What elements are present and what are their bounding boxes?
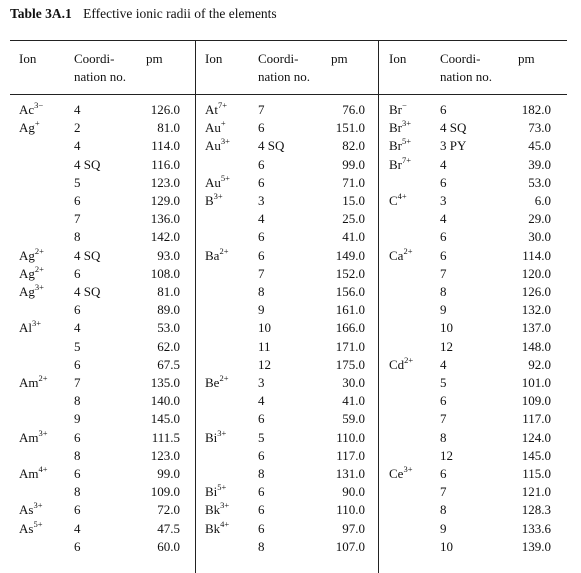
ion-symbol: $C^{4+}$ <box>389 191 407 208</box>
table-title: Effective ionic radii of the elements <box>83 6 277 21</box>
radius-pm: 111.5 <box>151 429 180 445</box>
ion-symbol: $Bk^{4+}$ <box>205 518 230 536</box>
ion-charge: 4+ <box>220 518 230 529</box>
radius-pm: 41.0 <box>342 229 365 245</box>
coordination-number: 9 <box>258 302 265 318</box>
header-coordination: Coordi- nation no. <box>440 51 492 84</box>
ion-symbol: $Ce^{3+}$ <box>389 464 413 481</box>
radius-pm: 135.0 <box>150 375 180 390</box>
header-coordination: Coordi- nation no. <box>74 51 126 84</box>
radius-pm: 67.5 <box>157 356 180 372</box>
radius-pm: 82.0 <box>342 138 365 154</box>
coordination-number: 5 <box>74 174 81 190</box>
coordination-number: 6 <box>258 484 265 500</box>
ion-charge: 3+ <box>32 318 42 329</box>
coordination-number: 4 <box>74 138 81 154</box>
radius-pm: 53.0 <box>157 320 180 336</box>
ion-charge: 3+ <box>403 464 413 474</box>
coordination-number: 4 SQ <box>74 284 101 299</box>
coordination-number: 8 <box>258 538 265 554</box>
coordination-number: 8 <box>74 393 81 409</box>
coordination-number: 7 <box>74 375 81 390</box>
radius-pm: 152.0 <box>335 265 365 281</box>
ion-charge: 3+ <box>220 500 230 511</box>
ion-charge: 5+ <box>402 136 412 147</box>
radius-pm: 139.0 <box>521 538 551 554</box>
radius-pm: 131.0 <box>335 466 365 481</box>
ion-charge: − <box>402 100 407 110</box>
radius-pm: 117.0 <box>522 411 551 427</box>
coordination-number: 5 <box>440 375 447 390</box>
coordination-number: 10 <box>258 320 271 336</box>
coordination-number: 9 <box>74 411 81 427</box>
top-rule <box>10 40 567 41</box>
radius-pm: 132.0 <box>521 302 551 318</box>
ion-charge: 7+ <box>218 100 228 110</box>
coordination-number: 6 <box>258 120 265 136</box>
radius-pm: 156.0 <box>335 284 365 299</box>
ion-charge: 2+ <box>219 245 229 256</box>
coordination-number: 8 <box>258 466 265 481</box>
header-pm: pm <box>331 51 348 66</box>
radius-pm: 89.0 <box>157 302 180 318</box>
coordination-number: 6 <box>440 174 447 190</box>
coordination-number: 4 SQ <box>440 120 467 136</box>
ion-charge: 2+ <box>34 263 44 274</box>
coordination-number: 8 <box>440 284 447 299</box>
coordination-number: 2 <box>74 120 81 136</box>
radius-pm: 81.0 <box>157 284 180 299</box>
ion-symbol: $B^{3+}$ <box>205 191 223 208</box>
coordination-number: 4 <box>440 356 447 372</box>
radius-pm: 30.0 <box>342 375 365 390</box>
coordination-number: 6 <box>74 265 81 281</box>
radius-pm: 129.0 <box>150 193 180 208</box>
ion-charge: 4+ <box>38 464 48 474</box>
coordination-number: 6 <box>440 247 447 263</box>
radius-pm: 121.0 <box>521 484 551 500</box>
coordination-number: 8 <box>440 502 447 518</box>
coordination-number: 6 <box>258 447 265 463</box>
coordination-number: 3 <box>440 193 447 208</box>
radius-pm: 39.0 <box>528 156 551 172</box>
radius-pm: 133.6 <box>521 520 551 536</box>
ion-symbol: $Bi^{3+}$ <box>205 427 227 445</box>
ion-symbol: $Cd^{2+}$ <box>389 354 414 372</box>
radius-pm: 47.5 <box>157 520 180 536</box>
radius-pm: 97.0 <box>342 520 365 536</box>
coordination-number: 7 <box>440 484 447 500</box>
radius-pm: 114.0 <box>151 138 180 154</box>
coordination-number: 6 <box>74 502 81 518</box>
ion-symbol: $Am^{3+}$ <box>19 427 48 445</box>
ion-symbol: $Be^{2+}$ <box>205 373 229 390</box>
header-pm: pm <box>518 51 535 66</box>
radius-pm: 109.0 <box>150 484 180 500</box>
ion-charge: 3+ <box>220 136 230 147</box>
coordination-number: 6 <box>258 174 265 190</box>
ion-charge: 2+ <box>38 373 48 383</box>
coordination-number: 6 <box>258 520 265 536</box>
coordination-number: 4 <box>440 156 447 172</box>
coordination-number: 4 SQ <box>74 247 101 263</box>
coordination-number: 6 <box>440 229 447 245</box>
coordination-number: 6 <box>74 302 81 318</box>
table-number: Table 3A.1 <box>10 6 72 21</box>
ion-charge: 5+ <box>220 172 230 183</box>
radius-pm: 53.0 <box>528 174 551 190</box>
ion-symbol: Ag+ <box>19 118 40 136</box>
coordination-number: 8 <box>74 229 81 245</box>
radius-pm: 145.0 <box>150 411 180 427</box>
radius-pm: 115.0 <box>522 466 551 481</box>
radius-pm: 120.0 <box>521 265 551 281</box>
coordination-number: 6 <box>258 411 265 427</box>
radius-pm: 123.0 <box>150 447 180 463</box>
radius-pm: 126.0 <box>521 284 551 299</box>
radius-pm: 92.0 <box>528 356 551 372</box>
radius-pm: 59.0 <box>342 411 365 427</box>
coordination-number: 6 <box>258 502 265 518</box>
radius-pm: 99.0 <box>157 466 180 481</box>
coordination-number: 4 <box>74 102 81 117</box>
ion-symbol: $Ba^{2+}$ <box>205 245 229 263</box>
coordination-number: 7 <box>440 411 447 427</box>
ion-charge: 3+ <box>217 427 227 438</box>
ion-charge: 5+ <box>33 518 43 529</box>
radius-pm: 90.0 <box>342 484 365 500</box>
ion-charge: 4+ <box>397 191 407 201</box>
coordination-number: 12 <box>258 356 271 372</box>
radius-pm: 110.0 <box>336 429 365 445</box>
ion-symbol: $Br^{3+}$ <box>389 118 412 136</box>
ion-symbol: $Bk^{3+}$ <box>205 500 230 518</box>
ion-symbol: $Br^{7+}$ <box>389 154 412 172</box>
column-divider-1 <box>195 40 196 573</box>
ion-symbol: $Au^{3+}$ <box>205 136 230 154</box>
ion-charge: + <box>34 118 40 129</box>
coordination-number: 8 <box>440 429 447 445</box>
ion-charge: 3+ <box>38 427 48 438</box>
radius-pm: 137.0 <box>521 320 551 336</box>
ion-symbol: Br− <box>389 100 407 117</box>
coordination-number: 4 SQ <box>258 138 285 154</box>
ion-charge: 3+ <box>402 118 412 129</box>
header-ion: Ion <box>205 51 223 66</box>
coordination-number: 8 <box>258 284 265 299</box>
ion-charge: 7+ <box>402 154 412 165</box>
radius-pm: 142.0 <box>150 229 180 245</box>
radius-pm: 149.0 <box>335 247 365 263</box>
ion-symbol: $As^{5+}$ <box>19 518 43 536</box>
coordination-number: 6 <box>74 193 81 208</box>
radius-pm: 123.0 <box>150 174 180 190</box>
radius-pm: 128.3 <box>521 502 551 518</box>
radius-pm: 71.0 <box>342 174 365 190</box>
header-ion: Ion <box>389 51 407 66</box>
ion-symbol: $Ag^{2+}$ <box>19 263 44 281</box>
radius-pm: 60.0 <box>157 538 180 554</box>
ion-symbol: $Am^{2+}$ <box>19 373 48 390</box>
ion-charge: 3+ <box>34 282 44 292</box>
radius-pm: 171.0 <box>335 338 365 354</box>
coordination-number: 6 <box>258 247 265 263</box>
ion-charge: 2+ <box>219 373 229 383</box>
coordination-number: 6 <box>440 102 447 117</box>
radius-pm: 15.0 <box>342 193 365 208</box>
radius-pm: 124.0 <box>521 429 551 445</box>
radius-pm: 117.0 <box>336 447 365 463</box>
coordination-number: 7 <box>74 211 81 227</box>
coordination-number: 6 <box>74 429 81 445</box>
coordination-number: 3 <box>258 375 265 390</box>
radius-pm: 182.0 <box>521 102 551 117</box>
radius-pm: 45.0 <box>528 138 551 154</box>
header-coordination: Coordi- nation no. <box>258 51 310 84</box>
ion-symbol: $At^{7+}$ <box>205 100 228 117</box>
radius-pm: 114.0 <box>522 247 551 263</box>
radius-pm: 101.0 <box>521 375 551 390</box>
ion-symbol: $As^{3+}$ <box>19 500 43 518</box>
coordination-number: 9 <box>440 302 447 318</box>
coordination-number: 7 <box>440 265 447 281</box>
radius-pm: 136.0 <box>150 211 180 227</box>
coordination-number: 4 <box>74 320 81 336</box>
coordination-number: 12 <box>440 447 453 463</box>
radius-pm: 151.0 <box>335 120 365 136</box>
coordination-number: 4 <box>258 393 265 409</box>
header-ion: Ion <box>19 51 37 66</box>
ion-symbol: $Ca^{2+}$ <box>389 245 413 263</box>
ion-charge: 3+ <box>33 500 43 511</box>
radius-pm: 107.0 <box>335 538 365 554</box>
radius-pm: 126.0 <box>150 102 180 117</box>
coordination-number: 5 <box>258 429 265 445</box>
coordination-number: 6 <box>258 156 265 172</box>
coordination-number: 7 <box>258 102 265 117</box>
radius-pm: 72.0 <box>157 502 180 518</box>
ion-symbol: $Al^{3+}$ <box>19 318 42 336</box>
coordination-number: 5 <box>74 338 81 354</box>
coordination-number: 6 <box>258 229 265 245</box>
radius-pm: 110.0 <box>336 502 365 518</box>
ion-charge: 3− <box>34 100 44 110</box>
ion-charge: 3+ <box>213 191 223 201</box>
coordination-number: 6 <box>74 356 81 372</box>
radius-pm: 93.0 <box>157 247 180 263</box>
radius-pm: 175.0 <box>335 356 365 372</box>
radius-pm: 116.0 <box>151 156 180 172</box>
ion-symbol: $Am^{4+}$ <box>19 464 48 481</box>
coordination-number: 10 <box>440 320 453 336</box>
ion-charge: 2+ <box>34 245 44 256</box>
radius-pm: 76.0 <box>342 102 365 117</box>
radius-pm: 29.0 <box>528 211 551 227</box>
coordination-number: 9 <box>440 520 447 536</box>
radius-pm: 145.0 <box>521 447 551 463</box>
coordination-number: 11 <box>258 338 271 354</box>
coordination-number: 3 <box>258 193 265 208</box>
coordination-number: 6 <box>440 466 447 481</box>
ion-symbol: $Au^{5+}$ <box>205 172 230 190</box>
ion-charge: 2+ <box>403 245 413 256</box>
coordination-number: 4 <box>74 520 81 536</box>
coordination-number: 4 SQ <box>74 156 101 172</box>
radius-pm: 166.0 <box>335 320 365 336</box>
ion-charge: 5+ <box>217 482 227 493</box>
radius-pm: 108.0 <box>150 265 180 281</box>
ion-symbol: $Ac^{3-}$ <box>19 100 44 117</box>
header-pm: pm <box>146 51 163 66</box>
coordination-number: 6 <box>74 466 81 481</box>
radius-pm: 25.0 <box>342 211 365 227</box>
radius-pm: 148.0 <box>521 338 551 354</box>
ion-symbol: $Ag^{3+}$ <box>19 282 44 299</box>
coordination-number: 12 <box>440 338 453 354</box>
radius-pm: 161.0 <box>335 302 365 318</box>
radius-pm: 41.0 <box>342 393 365 409</box>
coordination-number: 4 <box>258 211 265 227</box>
coordination-number: 8 <box>74 484 81 500</box>
ion-symbol: $Bi^{5+}$ <box>205 482 227 500</box>
coordination-number: 8 <box>74 447 81 463</box>
header-rule <box>10 94 567 95</box>
coordination-number: 4 <box>440 211 447 227</box>
coordination-number: 10 <box>440 538 453 554</box>
ion-symbol: Au+ <box>205 118 226 136</box>
table-caption <box>10 6 277 22</box>
radius-pm: 6.0 <box>534 193 551 208</box>
coordination-number: 3 PY <box>440 138 467 154</box>
radius-pm: 99.0 <box>342 156 365 172</box>
ion-charge: 2+ <box>404 354 414 365</box>
radius-pm: 30.0 <box>528 229 551 245</box>
radius-pm: 73.0 <box>528 120 551 136</box>
ion-symbol: $Br^{5+}$ <box>389 136 412 154</box>
radius-pm: 140.0 <box>150 393 180 409</box>
radius-pm: 62.0 <box>157 338 180 354</box>
coordination-number: 6 <box>74 538 81 554</box>
coordination-number: 6 <box>440 393 447 409</box>
radius-pm: 81.0 <box>157 120 180 136</box>
ion-charge: + <box>220 118 226 129</box>
radius-pm: 109.0 <box>521 393 551 409</box>
coordination-number: 7 <box>258 265 265 281</box>
ion-symbol: $Ag^{2+}$ <box>19 245 44 263</box>
column-divider-2 <box>378 40 379 573</box>
